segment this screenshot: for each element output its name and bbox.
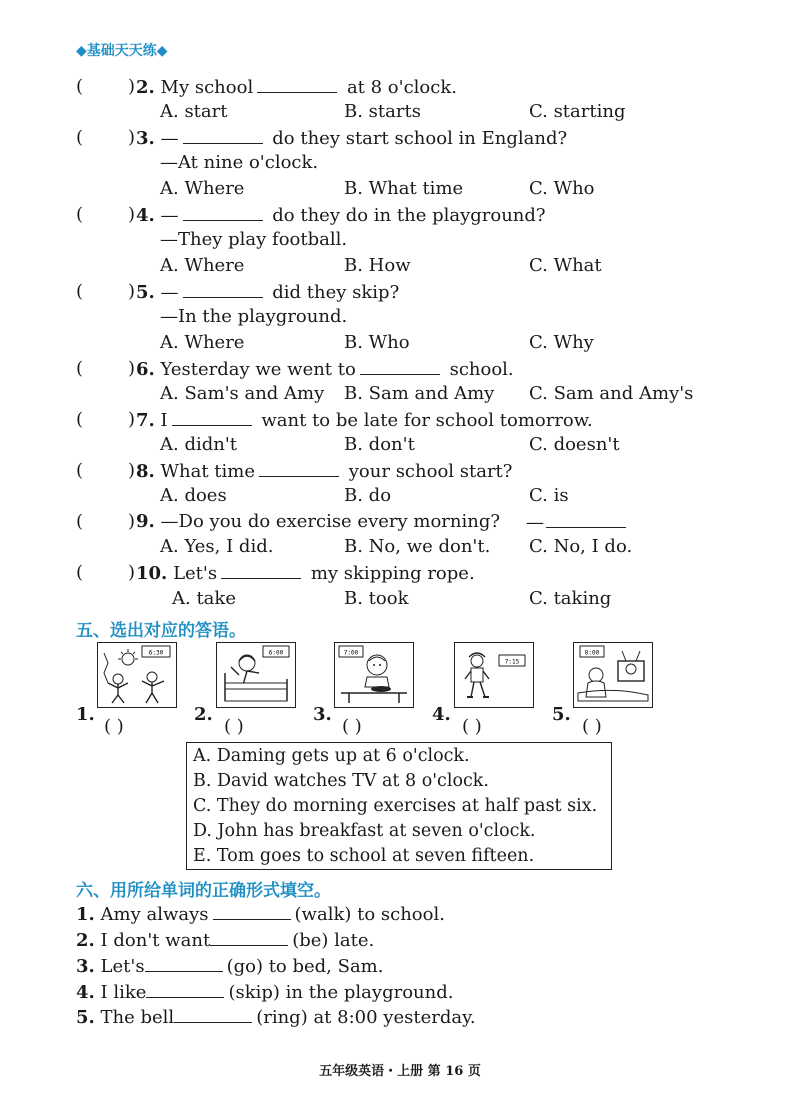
page-footer: 五年级英语・上册 第 16 页 [319,1064,481,1079]
clock-label: 8:00 [584,649,600,657]
question-stem: 2. My school at 8 o'clock. [136,77,457,98]
option-b: B. starts [344,101,421,122]
answer-line: —At nine o'clock. [160,152,319,173]
answer-blank[interactable] [213,903,291,920]
fill-item-3: 3. Let's (go) to bed, Sam. [76,956,384,977]
answer-paren-open: ( [76,281,84,302]
option-b: B. do [344,485,392,506]
question-stem: 6. Yesterday we went to school. [136,359,514,380]
answer-paren[interactable]: ( ) [462,716,482,737]
answer-paren-close: ) [128,358,136,379]
answer-blank[interactable] [174,1006,252,1023]
picture-number: 1. [76,704,95,725]
answer-blank[interactable] [259,460,339,477]
answer-option-d: D. John has breakfast at seven o'clock. [193,821,536,841]
answer-blank[interactable] [146,981,224,998]
answer-paren-open: ( [76,511,84,532]
picture-number: 3. [313,704,332,725]
answer-paren-open: ( [76,409,84,430]
option-a: A. start [160,101,228,122]
answer-paren[interactable]: ( ) [224,716,244,737]
option-a: A. Where [160,255,245,276]
answer-blank[interactable] [257,76,337,93]
picture-number: 4. [432,704,451,725]
option-c: C. What [529,255,602,276]
fill-item-5: 5. The bell (ring) at 8:00 yesterday. [76,1007,476,1028]
answer-paren-close: ) [128,511,136,532]
question-stem: 8. What time your school start? [136,461,513,482]
answer-paren-open: ( [76,562,84,583]
option-a: A. take [172,588,236,609]
answer-line: —They play football. [160,229,348,250]
option-c: C. taking [529,588,612,609]
option-a: A. didn't [160,434,238,455]
option-a: A. Where [160,178,245,199]
picture-morning-exercise [97,642,177,708]
answer-option-c: C. They do morning exercises at half past six. [193,796,598,816]
answer-paren-close: ) [128,460,136,481]
answer-paren-close: ) [128,76,136,97]
option-c: C. is [529,485,569,506]
question-stem: 3. — do they start school in England? [136,128,568,149]
section-tag: ◆基础天天练◆ [76,43,168,59]
option-c: C. starting [529,101,626,122]
answer-options-box [186,742,612,870]
option-a: A. Yes, I did. [160,536,274,557]
option-c: C. doesn't [529,434,620,455]
answer-blank[interactable] [221,562,301,579]
option-a: A. does [160,485,227,506]
answer-paren-close: ) [128,127,136,148]
answer-paren-open: ( [76,460,84,481]
option-b: B. What time [344,178,464,199]
option-b: B. Who [344,332,410,353]
clock-label: 6:00 [268,649,284,657]
answer-blank[interactable] [183,204,263,221]
answer-line: —In the playground. [160,306,348,327]
option-b: B. No, we don't. [344,536,491,557]
option-b: B. How [344,255,411,276]
picture-number: 2. [194,704,213,725]
answer-paren[interactable]: ( ) [104,716,124,737]
answer-option-b: B. David watches TV at 8 o'clock. [193,771,489,791]
clock-label: 6:30 [148,649,164,657]
clock-label: 7:15 [504,658,520,666]
question-stem: 7. I want to be late for school tomorrow. [136,410,593,431]
question-stem: 4. — do they do in the playground? [136,205,546,226]
answer-blank[interactable] [172,409,252,426]
picture-go-to-school [454,642,534,708]
picture-watch-tv [573,642,653,708]
answer-option-a: A. Daming gets up at 6 o'clock. [193,746,470,766]
fill-item-1: 1. Amy always (walk) to school. [76,904,445,925]
section-5-title: 五、选出对应的答语。 [76,621,246,641]
answer-paren-close: ) [128,204,136,225]
answer-blank[interactable] [145,955,223,972]
fill-item-2: 2. I don't want (be) late. [76,930,375,951]
option-a: A. Where [160,332,245,353]
answer-paren-open: ( [76,127,84,148]
question-stem: 9. —Do you do exercise every morning? [136,511,501,532]
option-b: B. don't [344,434,415,455]
picture-breakfast [334,642,414,708]
option-a: A. Sam's and Amy [160,383,325,404]
answer-paren-open: ( [76,76,84,97]
fill-item-4: 4. I like (skip) in the playground. [76,982,454,1003]
answer-option-e: E. Tom goes to school at seven fifteen. [193,846,535,866]
picture-get-up [216,642,296,708]
answer-blank[interactable] [360,358,440,375]
clock-label: 7:00 [343,649,359,657]
picture-number: 5. [552,704,571,725]
answer-blank[interactable] [183,127,263,144]
answer-blank[interactable] [210,929,288,946]
option-b: B. took [344,588,409,609]
answer-paren-open: ( [76,358,84,379]
section-6-title: 六、用所给单词的正确形式填空。 [76,881,331,901]
answer-blank[interactable] [546,511,626,528]
answer-paren[interactable]: ( ) [342,716,362,737]
answer-paren-close: ) [128,562,136,583]
answer-blank[interactable] [183,281,263,298]
option-c: C. No, I do. [529,536,633,557]
question-stem: 5. — did they skip? [136,282,400,303]
option-c: C. Why [529,332,594,353]
option-b: B. Sam and Amy [344,383,495,404]
answer-paren[interactable]: ( ) [582,716,602,737]
option-c: C. Sam and Amy's [529,383,694,404]
answer-paren-close: ) [128,409,136,430]
answer-paren-close: ) [128,281,136,302]
question-stem: 10. Let's my skipping rope. [136,563,475,584]
reply-line: — [526,511,630,534]
answer-paren-open: ( [76,204,84,225]
option-c: C. Who [529,178,595,199]
